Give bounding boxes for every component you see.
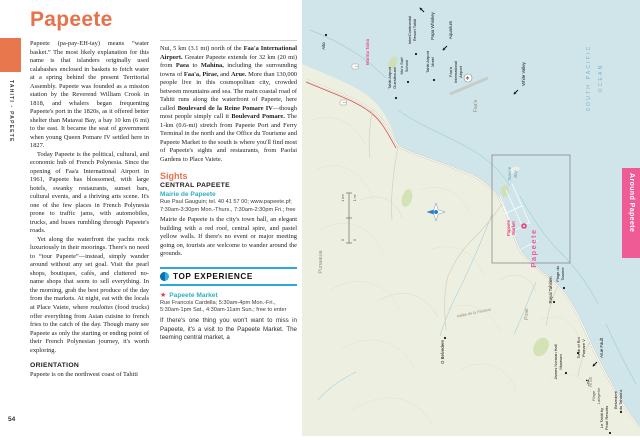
map-label-hall-museum-2: Museum xyxy=(558,354,563,370)
map-label-ocean-line1: SOUTH PACIFIC xyxy=(586,44,592,112)
map-label-airport-motel-1: Tahiti Airport xyxy=(425,50,430,74)
map-label-aquarium: Aquarium xyxy=(448,20,453,40)
map-label-fautaua-valley: Vallée de la Fautaua xyxy=(456,307,492,319)
intro-paragraph: Papeete (pa-pay-EH-tay) means “water basket.” The most likely explanation for this name is that islanders originally used calabashes enclosed in baskets to fetch water at a spring behind the present Territorial Assembly. Papeete was founded as a mission station by the Reverend William Crook in 1818, and whalers began frequenting Papeete's port in the 1820s, as it offered better shelter than Matavai Bay, a bay 10 km (6 mi) to the east. It became the seat of government when young Queen Pomare IV settled here in 1827. xyxy=(30,40,149,150)
map-label-arue-fault: Arue Fault xyxy=(599,338,604,358)
map-label-surf-school-2: School xyxy=(404,59,409,73)
top-experience-globe-icon xyxy=(160,272,169,281)
map-label-taaone-bay-1: Taaone xyxy=(507,166,512,182)
map-label-papeete-market-2: Market xyxy=(511,221,516,235)
map-label-arue: Arue xyxy=(588,376,594,388)
orientation-continued-paragraph: Nui, 5 km (3.1 mi) north of the Faa'a International Airport. Greater Papeete extends for 32 km (20 mi) from Paea to Mahina, including the surrounding towns of Faa'a, Pirae, and Arue. More than 130,000 people live in this cosmopolitan city, crowded between mountains and sea. The main coastal road of Tahiti runs along the waterfront of Papeete, here called Boulevard de la Reine Pomare IV—though most people simply call it Boulevard Pomare. The 1-km (0.6-mi) stretch from Papeete Port and Ferry Terminal in the north and the Office du Tourisme and Papeete Market to the south is where you'll find most of Papeete's sights and restaurants, from Paofai Gardens to Place Vaiete. xyxy=(160,45,297,163)
top-experience-star-icon: ★ xyxy=(160,291,167,299)
scale-one-km: 1 km xyxy=(341,194,345,202)
map-label-aito: Aito xyxy=(321,42,326,50)
map-label-le-tahiti-1: Le Tahiti by xyxy=(599,407,604,429)
map-label-royal-tahitien: Royal Tahitien xyxy=(548,276,553,304)
spine-separator-icon: ▪ xyxy=(8,105,14,109)
map-label-airport-motel-2: Motel xyxy=(430,57,435,67)
route-shield-2: 1 xyxy=(342,101,347,104)
map-label-plage-taaone-1: Plage du xyxy=(555,266,560,282)
map-label-ocean-line2: OCEAN xyxy=(598,63,604,93)
airport-icon xyxy=(464,74,472,82)
map-label-hall-museum-1: James Norman Hall xyxy=(553,344,558,380)
central-papeete-heading: CENTRAL PAPEETE xyxy=(160,182,230,190)
around-papeete-tab-label: Around Papeete xyxy=(628,173,635,233)
scale-zero-mi: 0 xyxy=(353,239,357,241)
map-svg xyxy=(302,0,640,436)
hub-paragraph: Today Papeete is the political, cultural, and economic hub of French Polynesia. Since the opening of Faa'a International Airport in 1961, Papeete has blossomed, with large hotels, swanky restaurants, sunset bars, cultural events, and a thriving arts scene. It's one of the few places in French Polynesia prone to traffic jams, with automobiles, trucks, and buses rumbling through Papeete's roads. xyxy=(30,150,149,235)
around-papeete-map xyxy=(302,0,640,436)
orientation-heading: ORIENTATION xyxy=(30,362,80,370)
listing-market-name: Papeete Market xyxy=(169,291,218,299)
papeete-market-marker xyxy=(521,223,527,229)
map-label-tomb-2: Pomare V xyxy=(581,339,586,357)
listing-market-info: Rue Francois Cardella; 5:30am-4pm Mon.-Fri., 5:30am-1pm Sat., 4:30am-11am Sun.; free to enter xyxy=(160,299,287,314)
map-label-airport-2: International xyxy=(453,60,458,84)
chapter-thumb-tab xyxy=(0,38,21,72)
map-label-taaone-bay-2: Bay xyxy=(513,170,518,178)
map-label-pirae: Pirae xyxy=(524,308,530,320)
top-experience-label: TOP EXPERIENCE xyxy=(173,271,253,281)
listing-market-title-row xyxy=(160,291,297,299)
map-label-plage-lafayette-2: Lafayette xyxy=(596,387,601,405)
map-label-plage-lafayette-1: Plage xyxy=(591,390,596,402)
map-label-marina-taina: Marina Taina xyxy=(365,39,370,65)
top-experience-banner xyxy=(160,267,297,286)
map-label-intercontinental-2: Resort Tahiti xyxy=(412,18,417,42)
waterfront-paragraph: Yet along the waterfront the yachts rock luxuriously in their moorings. There's no need to “tour Papeete”—instead, simply wander around without any set goal. Visit the pearl shops, boutiques, cafés, and cluttered no-name shops that seem to sell everything. In the morning, grab the best produce of the day from the markets. At night, eat with the locals at Place Vaiete, where roulottes (food trucks) offer everything from Asian cuisine to french fries to the catch of the day. Though many see Papeete as only the starting or ending point of their French Polynesian journey, it's worth exploring. xyxy=(30,235,149,354)
map-label-airport-1: Faa'a xyxy=(448,67,453,77)
map-label-papeete-city: Papeete xyxy=(529,228,538,268)
page-number: 54 xyxy=(8,416,16,423)
map-label-tomb-1: Tomb of Roi xyxy=(576,337,581,359)
sights-heading: Sights xyxy=(160,171,188,182)
listing-mairie-body: Mairie de Papeete is the city's town hall, an elegant building with a red roof, central spire, and pastel yellow walls. If there's no event or major meeting going on, tourists are welcome to wander around the grounds. xyxy=(160,216,297,258)
route-shield-1: 1 xyxy=(354,65,359,68)
map-label-plage-taaone-2: Taaone xyxy=(560,267,565,281)
map-label-white-valley: White Valley xyxy=(521,62,526,86)
listing-mairie-info: Rue Paul Gauguin; tel. 40 41 57 00; www.papeete.pf; 7:30am-3:30pm Mon.-Thurs., 7:30am-2:30pm Fri.; free xyxy=(160,199,296,213)
map-label-guesthouse-2: Guesthouse xyxy=(392,67,397,89)
orientation-paragraph: Papeete is on the northwest coast of Tahiti xyxy=(30,371,138,379)
scale-zero-km: 0 xyxy=(341,239,345,241)
map-label-belvedere-taharaa-2: du Tahara'a xyxy=(618,389,623,411)
map-label-guesthouse-1: Tahiti Airport xyxy=(387,66,392,90)
map-label-punaauia: Punaauia xyxy=(318,250,324,274)
listing-mairie-name: Mairie de Papeete xyxy=(160,191,216,199)
map-label-papeete-market-1: Papeete xyxy=(506,219,511,237)
map-label-intercontinental-1: InterContinental xyxy=(407,15,412,45)
page-title: Papeete xyxy=(30,8,113,31)
map-label-airport-3: Airport xyxy=(458,66,463,78)
guidebook-text-page xyxy=(0,0,300,436)
map-label-faaa: Faa'a xyxy=(473,99,479,113)
listing-market-body: If there's one thing you won't want to miss in Papeete, it's a visit to the Papeete Market. The teeming central market, a xyxy=(160,316,297,342)
svg-text:✈: ✈ xyxy=(465,75,472,81)
map-label-le-tahiti-2: Pearl Resorts xyxy=(604,405,609,431)
text-column-2 xyxy=(160,40,297,380)
map-label-papa-whiskey: Papa Whiskey xyxy=(430,12,435,40)
spine-section: PAPEETE xyxy=(8,111,14,143)
text-column-1 xyxy=(30,40,149,380)
map-label-surf-school-1: Mo'o Surf xyxy=(399,57,404,75)
map-label-belvedere-taharaa-1: Belvedere xyxy=(613,390,618,410)
spine-section-label xyxy=(8,80,14,142)
scale-one-mi: 1 mi xyxy=(353,194,357,202)
map-label-o-belvedere: O Belvedere xyxy=(440,340,445,364)
spine-region: TAHITI xyxy=(8,80,14,103)
